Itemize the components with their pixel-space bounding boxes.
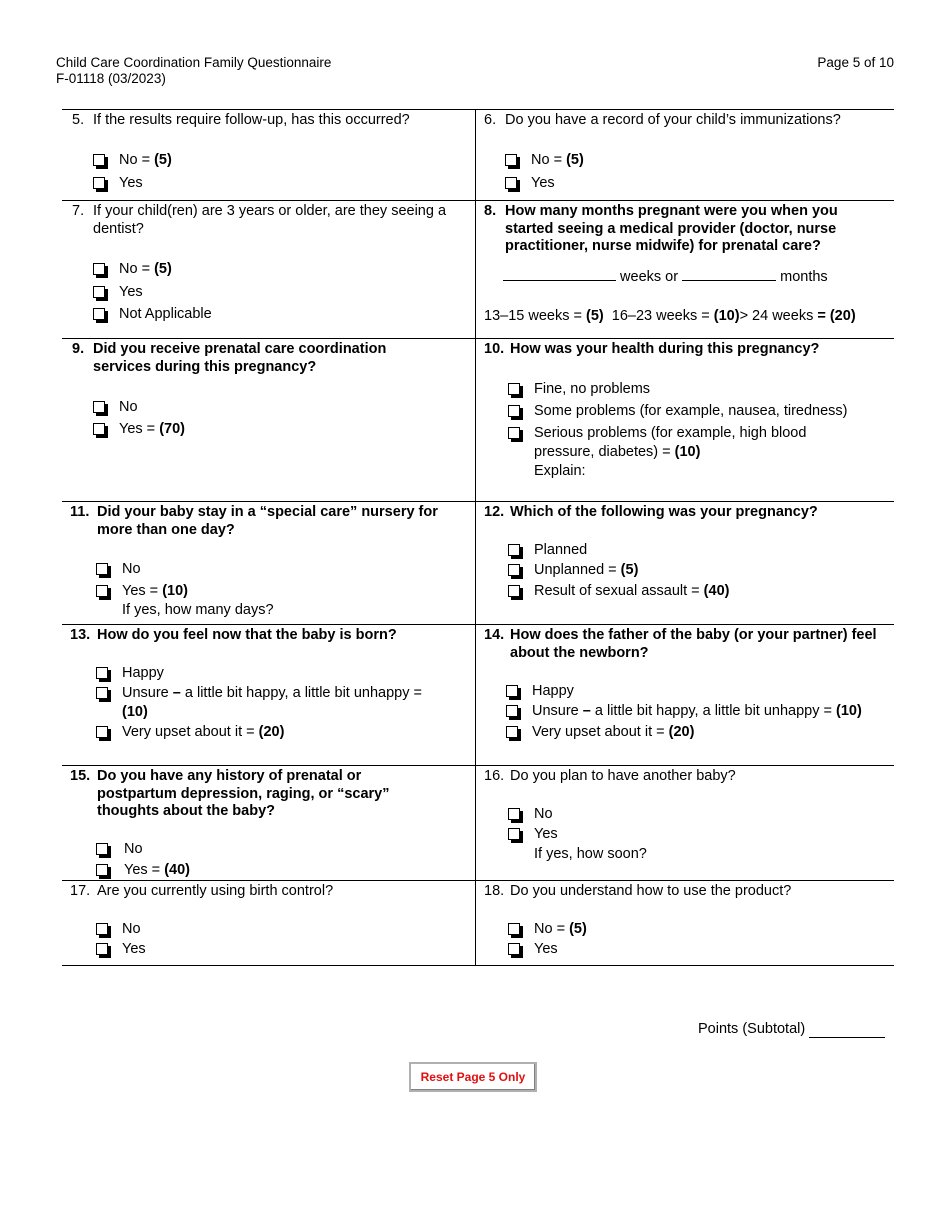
question-number: 11. [70, 504, 90, 520]
points: (5) [154, 152, 172, 168]
option-fine: Fine, no problems [534, 381, 651, 397]
checkbox[interactable] [96, 563, 108, 575]
option-yes: Yes = [119, 421, 160, 437]
points-subtotal [698, 1021, 885, 1038]
reset-page-button[interactable]: Reset Page 5 Only [409, 1062, 537, 1092]
checkbox[interactable] [93, 154, 105, 166]
question-number: 6. [484, 112, 497, 128]
checkbox[interactable] [93, 423, 105, 435]
option-happy: Happy [122, 665, 164, 681]
option-no: No [534, 806, 553, 822]
points: (5) [154, 261, 172, 277]
page-header [56, 55, 894, 87]
option-very-upset: Very upset about it = [532, 724, 669, 740]
points: (10) [836, 703, 862, 719]
points: (20) [668, 724, 695, 740]
question-text: Which of the following was your pregnancy? [510, 504, 818, 520]
weeks-label: weeks or [620, 269, 679, 285]
option-no: No [119, 399, 138, 415]
option-no: No [122, 561, 141, 577]
followup-label: If yes, how soon? [534, 846, 647, 862]
question-number: 10. [484, 341, 505, 357]
question-text: How does the father of the baby (or your partner) feel about the newborn? [510, 627, 877, 661]
option-happy: Happy [532, 683, 574, 699]
checkbox[interactable] [508, 923, 520, 935]
option-no: No = [119, 261, 155, 277]
subtotal-field[interactable] [809, 1021, 885, 1038]
checkbox[interactable] [508, 427, 520, 439]
question-number: 7. [72, 203, 85, 219]
option-no: No = [119, 152, 155, 168]
option-unsure: Unsure [532, 703, 583, 719]
points: (10) [162, 583, 188, 599]
checkbox[interactable] [506, 726, 518, 738]
question-number: 14. [484, 627, 505, 643]
checkbox[interactable] [96, 923, 108, 935]
question-number: 8. [484, 203, 497, 219]
points: (10) [122, 704, 148, 720]
question-text: How was your health during this pregnancy? [510, 341, 820, 357]
question-text: Did you receive prenatal care coordination services during this pregnancy? [93, 341, 387, 375]
option-yes: Yes = [122, 583, 163, 599]
page-number: Page 5 of 10 [817, 55, 894, 70]
points: (40) [164, 862, 190, 878]
checkbox[interactable] [508, 544, 520, 556]
question-number: 9. [72, 341, 85, 357]
option-yes: Yes [534, 826, 558, 842]
question-text: Do you understand how to use the product? [510, 883, 792, 899]
checkbox[interactable] [93, 286, 105, 298]
points: (20) [258, 724, 285, 740]
question-text: Did your baby stay in a “special care” nursery for more than one day? [97, 504, 438, 538]
points: (40) [703, 583, 730, 599]
option-unsure: Unsure [122, 685, 173, 701]
question-number: 5. [72, 112, 85, 128]
question-number: 13. [70, 627, 91, 643]
points: (5) [620, 562, 639, 578]
option-serious-problems: Serious problems (for example, high blood [534, 425, 807, 441]
followup-label: If yes, how many days? [122, 602, 274, 618]
checkbox[interactable] [96, 843, 108, 855]
option-serious-problems-cont: pressure, diabetes) = [534, 444, 675, 460]
checkbox[interactable] [505, 154, 517, 166]
option-planned: Planned [534, 542, 588, 558]
checkbox[interactable] [96, 864, 108, 876]
checkbox[interactable] [508, 943, 520, 955]
points: (70) [159, 421, 185, 437]
option-no: No = [534, 921, 570, 937]
checkbox[interactable] [508, 405, 520, 417]
checkbox[interactable] [96, 726, 108, 738]
checkbox[interactable] [506, 685, 518, 697]
checkbox[interactable] [93, 308, 105, 320]
option-very-upset: Very upset about it = [122, 724, 259, 740]
option-yes: Yes [119, 175, 143, 191]
option-not-applicable: Not Applicable [119, 306, 212, 322]
checkbox[interactable] [96, 585, 108, 597]
checkbox[interactable] [96, 687, 108, 699]
checkbox[interactable] [506, 705, 518, 717]
points: (5) [569, 921, 587, 937]
option-yes: Yes [534, 941, 558, 957]
question-number: 17. [70, 883, 91, 899]
option-yes: Yes = [124, 862, 165, 878]
scoring-scale: 13–15 weeks = (5) 16–23 weeks = (10)> 24 weeks = (20) [484, 308, 856, 324]
checkbox[interactable] [508, 828, 520, 840]
checkbox[interactable] [508, 564, 520, 576]
question-text: How many months pregnant were you when you started seeing a medical provider (doctor, nurse practitioner, nurse midwife) for prenatal care? [505, 203, 838, 254]
form-title: Child Care Coordination Family Questionnaire [56, 55, 332, 70]
option-no: No [122, 921, 141, 937]
question-text: Do you have any history of prenatal or postpartum depression, raging, or “scary” thoughts about the baby? [97, 768, 390, 819]
subtotal-label: Points (Subtotal) [698, 1021, 806, 1037]
question-number: 18. [484, 883, 505, 899]
option-sexual-assault: Result of sexual assault = [534, 583, 704, 599]
question-text: Are you currently using birth control? [97, 883, 334, 899]
checkbox[interactable] [508, 383, 520, 395]
checkbox[interactable] [508, 808, 520, 820]
explain-label: Explain: [534, 463, 586, 479]
option-yes: Yes [122, 941, 146, 957]
checkbox[interactable] [93, 401, 105, 413]
points: (10) [674, 444, 701, 460]
checkbox[interactable] [93, 177, 105, 189]
question-text: Do you have a record of your child’s immunizations? [505, 112, 841, 128]
weeks-months-entry [503, 268, 828, 286]
months-field[interactable] [682, 280, 776, 281]
option-some-problems: Some problems (for example, nausea, tiredness) [534, 403, 848, 419]
checkbox[interactable] [96, 943, 108, 955]
option-yes: Yes [119, 284, 143, 300]
question-number: 15. [70, 768, 91, 784]
option-no: No = [531, 152, 567, 168]
checkbox[interactable] [93, 263, 105, 275]
question-text: Do you plan to have another baby? [510, 768, 736, 784]
option-unplanned: Unplanned = [534, 562, 621, 578]
option-yes: Yes [531, 175, 555, 191]
points: (5) [566, 152, 584, 168]
months-label: months [780, 269, 828, 285]
weeks-field[interactable] [503, 280, 616, 281]
form-code: F-01118 (03/2023) [56, 71, 166, 86]
checkbox[interactable] [505, 177, 517, 189]
checkbox[interactable] [96, 667, 108, 679]
question-text: How do you feel now that the baby is born? [97, 627, 397, 643]
question-number: 16. [484, 768, 505, 784]
option-no: No [124, 841, 143, 857]
question-text: If your child(ren) are 3 years or older, are they seeing a dentist? [93, 203, 447, 237]
checkbox[interactable] [508, 585, 520, 597]
question-number: 12. [484, 504, 505, 520]
questionnaire-grid: 5. If the results require follow-up, has this occurred? No = (5) Yes 6. Do you have a record of your child’s immunizations? No = (5) Yes 7. If your child(ren) are 3 years or older, are they seeing a dentist? No = (5) Yes Not Applicable 8. How many months pregnant were you when you started seeing a medical provider (doctor, nurse practitioner, nurse midwife) for prenatal care? weeks or months 13–15 weeks = (5) 16–23 weeks = (10)> 24 weeks = (20) 9. Did you receive prenatal care coordination services during this pregnancy? No Yes = (70) 10. How was your health during this pregnancy? Fine, no problems Some problems (for example, nausea, tiredness) Serious problems (for example, high blood pressure, diabetes) = (10) Explain: 11. Did your baby stay in a “special care” nursery for more than one day? No Yes = (10) If yes, how many days? 12. Which of the following was your pregnancy? Planned Unplanned = (5) Result of sexual assault = (40) 13. How do you feel now that the baby is born? Happy Unsure – a little bit happy, a little bit unhappy = (10) Very upset about it = (20) 14. How does the father of the baby (or your partner) feel about the newborn? Happy Unsure – a little bit happy, a little bit unhappy = (10) Very upset about it = (20) 15. Do you have any history of prenatal or postpartum depression, raging, or “scary” thoughts about the baby? No Yes = (40) 16. Do you plan to have another baby? No Yes If yes, how soon? 17. Are you currently using birth control? No Yes 18. Do you understand how to use the product? No = (5) Yes [62, 109, 894, 966]
question-text: If the results require follow-up, has this occurred? [93, 112, 410, 128]
